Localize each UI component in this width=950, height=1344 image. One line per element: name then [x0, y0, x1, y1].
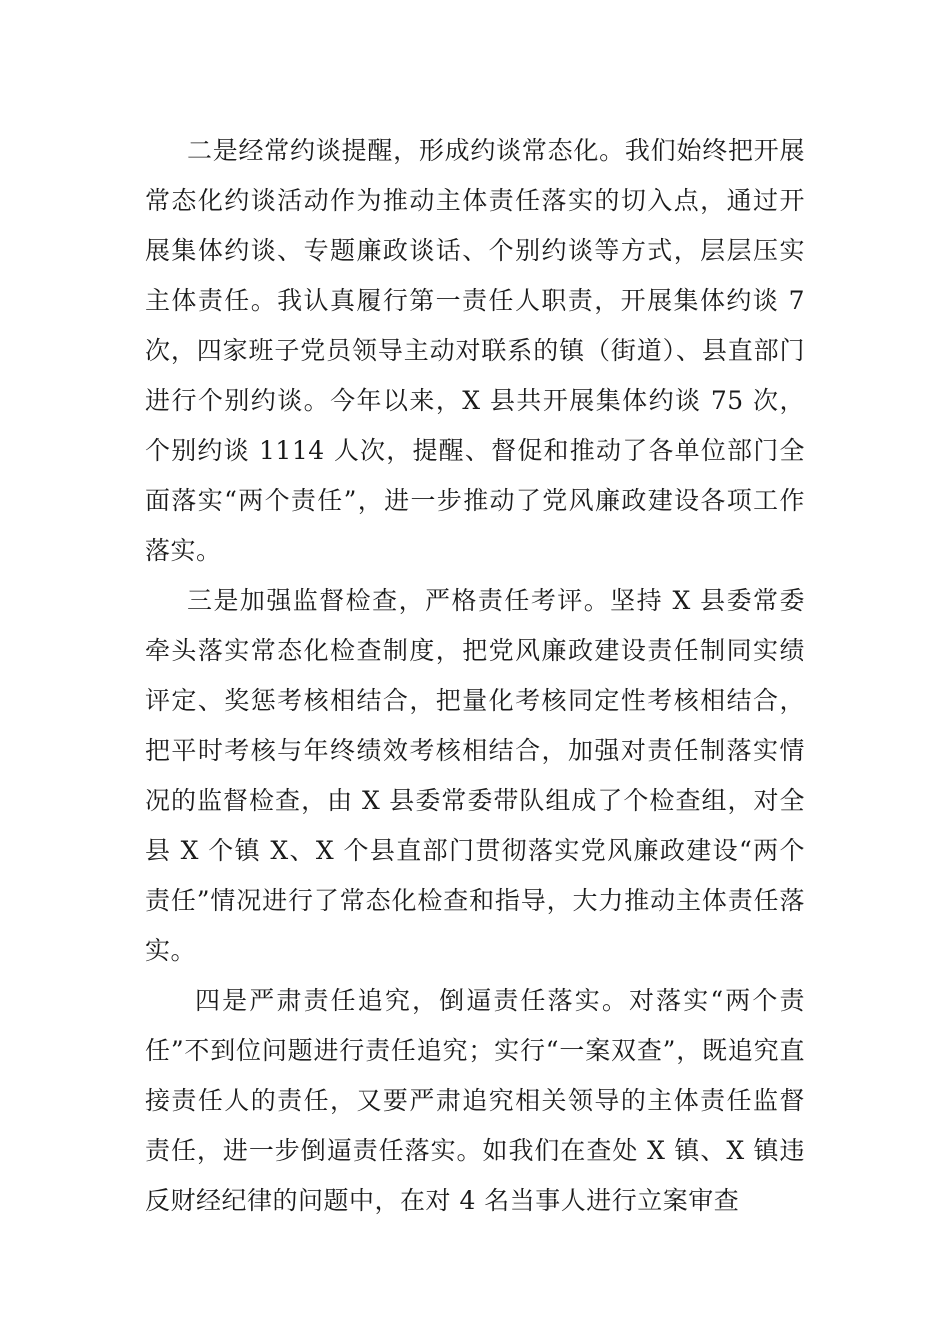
paragraph-accountability: 四是严肃责任追究，倒逼责任落实。对落实“两个责任”不到位问题进行责任追究；实行“一案双查”，既追究直接责任人的责任，又要严肃追究相关领导的主体责任监督责任，进一步倒逼责任落实。如我们在查处 X 镇、X 镇违反财经纪律的问题中，在对 4 名当事人进行立案审查	[145, 986, 805, 1215]
document-body	[145, 126, 805, 1226]
paragraph-supervision-inspection: 三是加强监督检查，严格责任考评。坚持 X 县委常委牵头落实常态化检查制度，把党风廉政建设责任制同实绩评定、奖惩考核相结合，把量化考核同定性考核相结合，把平时考核与年终绩效考核相结合，加强对责任制落实情况的监督检查，由 X 县委常委带队组成了个检查组，对全县 X 个镇 X、X 个县直部门贯彻落实党风廉政建设“两个责任”情况进行了常态化检查和指导，大力推动主体责任落实。	[145, 586, 805, 965]
paragraph-regular-talks: 二是经常约谈提醒，形成约谈常态化。我们始终把开展常态化约谈活动作为推动主体责任落实的切入点，通过开展集体约谈、专题廉政谈话、个别约谈等方式，层层压实主体责任。我认真履行第一责任人职责，开展集体约谈 7 次，四家班子党员领导主动对联系的镇（街道）、县直部门进行个别约谈。今年以来，X 县共开展集体约谈 75 次，个别约谈 1114 人次，提醒、督促和推动了各单位部门全面落实“两个责任”，进一步推动了党风廉政建设各项工作落实。	[145, 136, 805, 565]
